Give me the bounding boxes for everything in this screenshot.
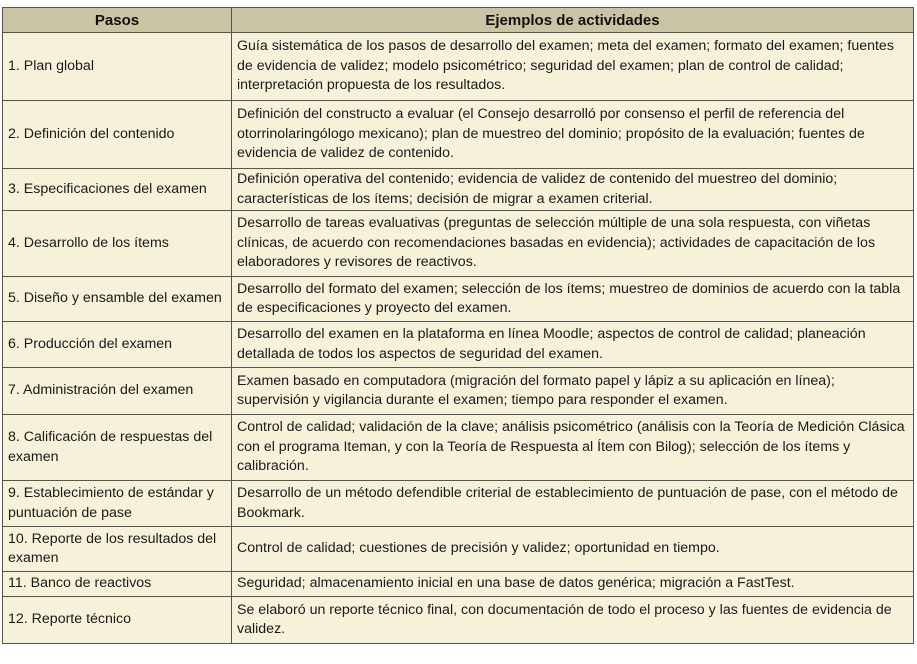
step-cell: 12. Reporte técnico	[3, 597, 232, 644]
activities-cell: Desarrollo de tareas evaluativas (preguntas de selección múltiple de una sola respuesta, con viñetas clínicas, de acuerdo con recomendaciones basadas en evidencia); actividades de capacitación de los elaboradores y revisores de reactivos.	[232, 211, 914, 277]
step-cell: 8. Calificación de respuestas del examen	[3, 415, 232, 481]
table-row	[3, 169, 914, 211]
table-row	[3, 322, 914, 368]
table-row	[3, 527, 914, 572]
step-cell: 5. Diseño y ensamble del examen	[3, 277, 232, 322]
table-row	[3, 572, 914, 597]
activities-cell: Desarrollo del examen en la plataforma en línea Moodle; aspectos de control de calidad; planeación detallada de todos los aspectos de seguridad del examen.	[232, 322, 914, 368]
activities-cell: Seguridad; almacenamiento inicial en una base de datos genérica; migración a FastTest.	[232, 572, 914, 597]
step-cell: 9. Establecimiento de estándar y puntuación de pase	[3, 481, 232, 527]
step-cell: 1. Plan global	[3, 33, 232, 101]
table-row	[3, 211, 914, 277]
step-cell: 10. Reporte de los resultados del examen	[3, 527, 232, 572]
table-row	[3, 597, 914, 644]
exam-steps-table	[2, 7, 914, 644]
table-row	[3, 277, 914, 322]
step-cell: 7. Administración del examen	[3, 368, 232, 415]
activities-cell: Control de calidad; validación de la clave; análisis psicométrico (análisis con la Teoría de Medición Clásica con el programa Iteman, y con la Teoría de Respuesta al Ítem con Bilog); selección de los ítems y calibración.	[232, 415, 914, 481]
table-row	[3, 33, 914, 101]
step-cell: 2. Definición del contenido	[3, 101, 232, 169]
activities-cell: Desarrollo del formato del examen; selección de los ítems; muestreo de dominios de acuerdo con la tabla de especificaciones y proyecto del examen.	[232, 277, 914, 322]
activities-cell: Definición del constructo a evaluar (el Consejo desarrolló por consenso el perfil de referencia del otorrinolaringólogo mexicano); plan de muestreo del dominio; propósito de la evaluación; fuentes de evidencia de validez de contenido.	[232, 101, 914, 169]
exam-steps-table-container	[2, 7, 913, 644]
activities-cell: Examen basado en computadora (migración del formato papel y lápiz a su aplicación en línea); supervisión y vigilancia durante el examen; tiempo para responder el examen.	[232, 368, 914, 415]
table-row	[3, 368, 914, 415]
header-activities: Ejemplos de actividades	[232, 8, 914, 33]
step-cell: 4. Desarrollo de los ítems	[3, 211, 232, 277]
activities-cell: Se elaboró un reporte técnico final, con documentación de todo el proceso y las fuentes de evidencia de validez.	[232, 597, 914, 644]
step-cell: 3. Especificaciones del examen	[3, 169, 232, 211]
table-row	[3, 415, 914, 481]
activities-cell: Control de calidad; cuestiones de precisión y validez; oportunidad en tiempo.	[232, 527, 914, 572]
step-cell: 6. Producción del examen	[3, 322, 232, 368]
table-header-row	[3, 8, 914, 33]
step-cell: 11. Banco de reactivos	[3, 572, 232, 597]
activities-cell: Desarrollo de un método defendible criterial de establecimiento de puntuación de pase, con el método de Bookmark.	[232, 481, 914, 527]
table-row	[3, 481, 914, 527]
header-steps: Pasos	[3, 8, 232, 33]
table-row	[3, 101, 914, 169]
activities-cell: Guía sistemática de los pasos de desarrollo del examen; meta del examen; formato del examen; fuentes de evidencia de validez; modelo psicométrico; seguridad del examen; plan de control de calidad; interpretación propuesta de los resultados.	[232, 33, 914, 101]
activities-cell: Definición operativa del contenido; evidencia de validez de contenido del muestreo del dominio; características de los ítems; decisión de migrar a examen criterial.	[232, 169, 914, 211]
